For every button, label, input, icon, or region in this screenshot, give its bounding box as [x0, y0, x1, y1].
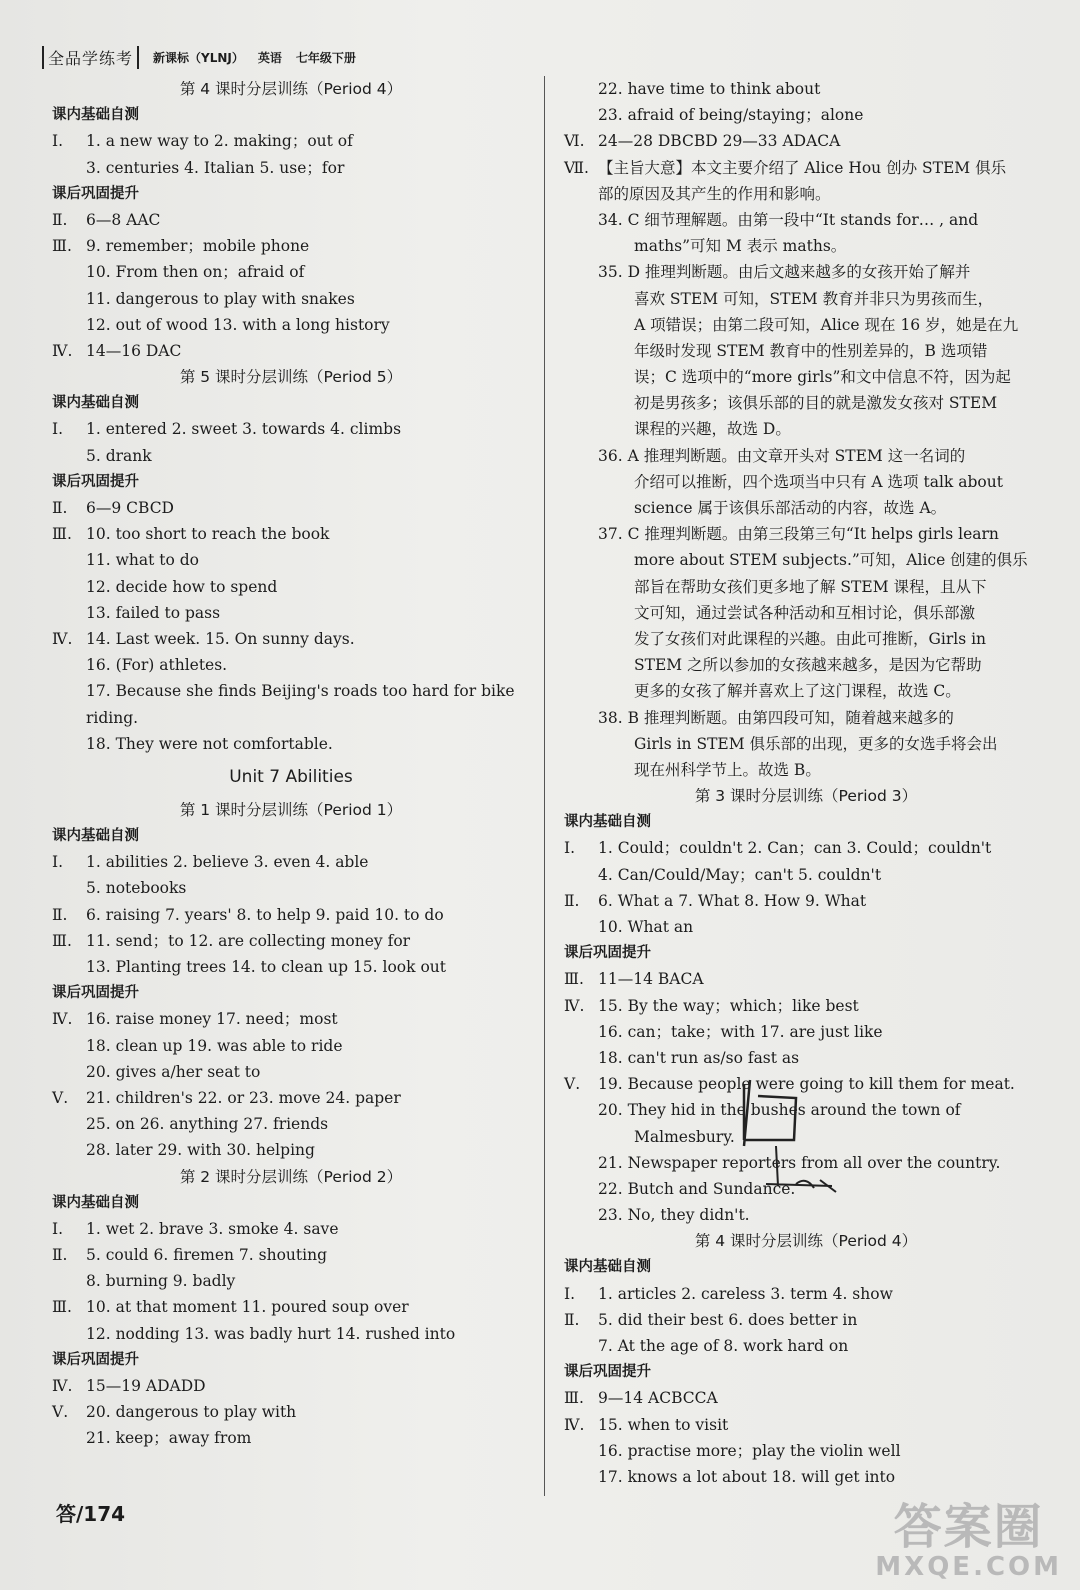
- watermark-main: 答案圈: [893, 1499, 1044, 1555]
- roman-numeral: Ⅱ.: [52, 1246, 68, 1265]
- roman-numeral: Ⅳ.: [52, 629, 73, 648]
- answer-group-line: [52, 233, 530, 259]
- roman-numeral: Ⅲ.: [564, 970, 584, 989]
- answer-text: 1. articles 2. careless 3. term 4. show: [598, 1284, 893, 1303]
- roman-numeral: Ⅳ.: [564, 996, 585, 1015]
- answer-line: 34. C 细节理解题。由第一段中“It stands for… , and: [598, 210, 979, 229]
- explanation-line: science 属于该俱乐部活动的内容，故选 A。: [634, 499, 947, 517]
- page-number: 答/174: [56, 1502, 126, 1526]
- answer-line: 16. can；take；with 17. are just like: [598, 1022, 883, 1041]
- explanation-line: 文可知，通过尝试各种活动和互相讨论，俱乐部激: [634, 603, 976, 622]
- roman-numeral: Ⅱ.: [564, 891, 580, 910]
- explanation-line: 喜欢 STEM 可知，STEM 教育并非只为男孩而生，: [634, 289, 994, 308]
- answer-group-line: [564, 128, 1048, 154]
- answer-group-line: [52, 849, 530, 875]
- roman-numeral: Ⅱ.: [52, 499, 68, 517]
- answer-line: 12. nodding 13. was badly hurt 14. rushed into: [86, 1324, 456, 1343]
- answer-group-line: [52, 928, 530, 954]
- roman-numeral: Ⅲ.: [52, 1298, 72, 1317]
- roman-numeral: Ⅴ.: [564, 1075, 581, 1094]
- answer-line: 18. They were not comfortable.: [86, 734, 333, 753]
- answer-line: 16. practise more；play the violin well: [598, 1441, 901, 1460]
- answer-line: 12. out of wood 13. with a long history: [86, 315, 390, 334]
- answer-group-line: [52, 1085, 530, 1111]
- answer-group-line: [52, 1242, 530, 1268]
- explanation-line: Girls in STEM 俱乐部的出现，更多的女选手将会出: [634, 734, 998, 753]
- period-title: 第 2 课时分层训练（Period 2）: [179, 1167, 403, 1186]
- answer-line: 17. Because she finds Beijing's roads too hard for bike: [86, 682, 515, 701]
- section-heading: 课后巩固提升: [52, 473, 139, 490]
- answer-group-line: [564, 1412, 1048, 1438]
- roman-numeral: Ⅰ.: [52, 420, 64, 439]
- unit-title: Unit 7 Abilities: [229, 766, 353, 787]
- section-heading: 课内基础自测: [564, 814, 651, 831]
- answer-line: 21. Newspaper reporters from all over the country.: [598, 1153, 1001, 1172]
- explanation-line: 误；C 选项中的“more girls”和文中信息不符，因为起: [634, 368, 1011, 387]
- answer-line: 5. notebooks: [86, 879, 187, 898]
- answer-line: 13. failed to pass: [86, 603, 221, 622]
- answer-line: 20. gives a/her seat to: [86, 1062, 261, 1081]
- roman-numeral: Ⅳ.: [52, 1010, 73, 1029]
- answer-line: 25. on 26. anything 27. friends: [86, 1115, 329, 1134]
- answer-line: 36. A 推理判断题。由文章开头对 STEM 这一名词的: [598, 446, 966, 465]
- answer-line: 5. drank: [86, 446, 152, 465]
- explanation-line: 介绍可以推断，四个选项当中只有 A 选项 talk about: [634, 472, 1003, 491]
- explanation-line: 课程的兴趣，故选 D。: [634, 420, 791, 439]
- answer-group-line: [52, 1006, 530, 1032]
- answer-text: 1. abilities 2. believe 3. even 4. able: [86, 853, 369, 872]
- roman-numeral: Ⅴ.: [52, 1088, 69, 1107]
- subject-label: 英语: [257, 50, 282, 65]
- explanation-line: 年级时发现 STEM 教育中的性别差异的，B 选项错: [634, 341, 988, 360]
- answer-text: 1. a new way to 2. making；out of: [86, 132, 353, 151]
- answer-line: 18. clean up 19. was able to ride: [86, 1036, 343, 1055]
- roman-numeral: Ⅳ.: [52, 341, 73, 360]
- left-column: [52, 76, 530, 1452]
- section-heading: 课内基础自测: [52, 828, 139, 845]
- answer-line: 22. have time to think about: [598, 80, 821, 98]
- answer-group-line: [52, 207, 530, 233]
- explanation-line: STEM 之所以参加的女孩越来越多，是因为它帮助: [634, 656, 982, 675]
- answer-text: 14—16 DAC: [86, 341, 182, 360]
- answer-line: 16. (For) athletes.: [86, 656, 228, 675]
- answer-line: 3. centuries 4. Italian 5. use；for: [86, 158, 345, 177]
- answer-group-line: [564, 966, 1048, 992]
- answer-text: 11—14 BACA: [598, 970, 704, 989]
- roman-numeral: Ⅰ.: [52, 853, 64, 872]
- answer-text: 5. could 6. firemen 7. shouting: [86, 1246, 327, 1265]
- answer-line: 18. can't run as/so fast as: [598, 1048, 800, 1067]
- page-header: [42, 44, 370, 70]
- answer-text: 9—14 ACBCCA: [598, 1389, 718, 1408]
- explanation-line: 发了女孩们对此课程的兴趣。由此可推断，Girls in: [634, 629, 987, 648]
- answer-line: 23. No, they didn't.: [598, 1206, 750, 1225]
- roman-numeral: Ⅳ.: [52, 1377, 73, 1395]
- roman-numeral: Ⅶ.: [564, 158, 589, 177]
- answer-group-line: [564, 155, 1048, 181]
- section-heading: 课后巩固提升: [52, 985, 139, 1002]
- roman-numeral: Ⅲ.: [52, 237, 72, 256]
- period-title: 第 3 课时分层训练（Period 3）: [694, 787, 918, 806]
- answer-line: 10. What an: [598, 918, 694, 936]
- explanation-line: 部旨在帮助女孩们更多地了解 STEM 课程，且从下: [634, 577, 987, 596]
- section-heading: 课内基础自测: [564, 1259, 651, 1276]
- answer-line: 部的原因及其产生的作用和影响。: [598, 184, 831, 203]
- period-title: 第 4 课时分层训练（Period 4）: [179, 80, 403, 98]
- brand-label: 全品学练考: [42, 46, 139, 69]
- explanation-line: A 项错误；由第二段可知，Alice 现在 16 岁，她是在九: [634, 315, 1019, 334]
- handwritten-scribble: [736, 1076, 846, 1206]
- answer-text: 14. Last week. 15. On sunny days.: [86, 629, 355, 648]
- answer-group-line: [52, 902, 530, 928]
- section-heading: 课后巩固提升: [52, 185, 139, 202]
- answer-text: 6. What a 7. What 8. How 9. What: [598, 891, 867, 910]
- answer-line: 35. D 推理判断题。由后文越来越多的女孩开始了解并: [598, 263, 971, 282]
- answer-line: 17. knows a lot about 18. will get into: [598, 1467, 896, 1486]
- answer-text: 【主旨大意】本文主要介绍了 Alice Hou 创办 STEM 俱乐: [598, 158, 1007, 177]
- answer-text: 1. Could；couldn't 2. Can；can 3. Could；couldn't: [598, 839, 992, 858]
- answer-text: 10. too short to reach the book: [86, 525, 330, 544]
- answer-text: 6. raising 7. years' 8. to help 9. paid 10. to do: [86, 905, 444, 924]
- explanation-line: 现在州科学节上。故选 B。: [634, 760, 821, 779]
- roman-numeral: Ⅰ.: [52, 132, 64, 151]
- roman-numeral: Ⅳ.: [564, 1415, 585, 1434]
- answer-line: 20. They hid in the bushes around the town of: [598, 1101, 961, 1120]
- answer-line: 12. decide how to spend: [86, 577, 278, 596]
- site-watermark: [875, 1499, 1062, 1582]
- answer-group-line: [52, 416, 530, 442]
- roman-numeral: Ⅰ.: [564, 839, 576, 858]
- section-heading: 课后巩固提升: [564, 945, 651, 962]
- explanation-line: 初是男孩多；该俱乐部的目的就是激发女孩对 STEM: [634, 394, 998, 413]
- answer-group-line: [564, 1307, 1048, 1333]
- roman-numeral: Ⅲ.: [564, 1389, 584, 1408]
- answer-group-line: [52, 626, 530, 652]
- roman-numeral: Ⅱ.: [52, 210, 68, 229]
- grade-label: 七年级下册: [295, 50, 356, 65]
- answer-group-line: [564, 835, 1048, 861]
- answer-line: 11. what to do: [86, 551, 199, 570]
- explanation-line: maths”可知 M 表示 maths。: [634, 237, 847, 256]
- answer-text: 11. send；to 12. are collecting money for: [86, 931, 411, 950]
- edition-label: 新课标（YLNJ）: [153, 50, 244, 65]
- roman-numeral: Ⅱ.: [52, 905, 68, 924]
- section-heading: 课内基础自测: [52, 107, 139, 124]
- answer-line: 11. dangerous to play with snakes: [86, 289, 355, 308]
- answer-text: 15. when to visit: [598, 1415, 729, 1434]
- answer-text: 1. wet 2. brave 3. smoke 4. save: [86, 1219, 339, 1238]
- roman-numeral: Ⅵ.: [564, 132, 585, 151]
- roman-numeral: Ⅱ.: [564, 1310, 580, 1329]
- right-column: [564, 76, 1048, 1490]
- section-heading: 课内基础自测: [52, 1194, 139, 1211]
- answer-line: 13. Planting trees 14. to clean up 15. look out: [86, 958, 446, 976]
- period-title: 第 1 课时分层训练（Period 1）: [179, 800, 403, 819]
- answer-text: 1. entered 2. sweet 3. towards 4. climbs: [86, 420, 402, 439]
- explanation-line: more about STEM subjects.”可知，Alice 创建的俱乐: [634, 551, 1028, 570]
- answer-text: 21. children's 22. or 23. move 24. paper: [86, 1088, 401, 1107]
- answer-line: 4. Can/Could/May；can't 5. couldn't: [598, 865, 882, 884]
- answer-group-line: [564, 993, 1048, 1019]
- answer-line: 10. From then on；afraid of: [86, 263, 305, 282]
- explanation-line: Malmesbury.: [634, 1127, 735, 1146]
- answer-text: 15—19 ADADD: [86, 1377, 206, 1395]
- answer-line: 28. later 29. with 30. helping: [86, 1141, 315, 1160]
- answer-text: 10. at that moment 11. poured soup over: [86, 1298, 409, 1317]
- answer-group-line: [564, 1281, 1048, 1307]
- answer-group-line: [52, 128, 530, 154]
- roman-numeral: Ⅰ.: [52, 1219, 64, 1238]
- answer-text: 24—28 DBCBD 29—33 ADACA: [598, 132, 841, 151]
- answer-group-line: [52, 1399, 530, 1425]
- answer-text: 6—8 AAC: [86, 210, 161, 229]
- section-heading: 课内基础自测: [52, 395, 139, 412]
- column-divider: [544, 76, 545, 1496]
- answer-text: 6—9 CBCD: [86, 499, 174, 517]
- answer-group-line: [52, 1294, 530, 1320]
- answer-group-line: [564, 1385, 1048, 1411]
- roman-numeral: Ⅰ.: [564, 1284, 576, 1303]
- period-title: 第 5 课时分层训练（Period 5）: [179, 368, 403, 387]
- roman-numeral: Ⅲ.: [52, 931, 72, 950]
- answer-text: 15. By the way；which；like best: [598, 996, 859, 1015]
- answer-text: 9. remember；mobile phone: [86, 237, 310, 256]
- answer-group-line: [52, 521, 530, 547]
- answer-text: 16. raise money 17. need；most: [86, 1010, 338, 1029]
- answer-line: 37. C 推理判断题。由第三段第三句“It helps girls learn: [598, 525, 999, 544]
- answer-text: 5. did their best 6. does better in: [598, 1310, 858, 1329]
- answer-line: 8. burning 9. badly: [86, 1272, 236, 1291]
- answer-line: 7. At the age of 8. work hard on: [598, 1337, 849, 1355]
- answer-group-line: [52, 495, 530, 521]
- answer-line: riding.: [86, 708, 139, 727]
- answer-line: 38. B 推理判断题。由第四段可知，随着越来越多的: [598, 708, 954, 727]
- answer-group-line: [564, 888, 1048, 914]
- section-heading: 课后巩固提升: [564, 1364, 651, 1381]
- section-heading: 课后巩固提升: [52, 1351, 139, 1368]
- answer-line: 21. keep；away from: [86, 1429, 252, 1448]
- answer-line: 23. afraid of being/staying；alone: [598, 106, 864, 125]
- roman-numeral: Ⅲ.: [52, 525, 72, 544]
- answer-group-line: [52, 1216, 530, 1242]
- answer-line: 22. Butch and Sundance.: [598, 1179, 796, 1198]
- answer-text: 19. Because people were going to kill them for meat.: [598, 1075, 1015, 1094]
- answer-group-line: [52, 338, 530, 364]
- answer-group-line: [52, 1373, 530, 1399]
- period-title: 第 4 课时分层训练（Period 4）: [694, 1232, 918, 1251]
- answer-text: 20. dangerous to play with: [86, 1403, 297, 1422]
- watermark-url: MXQE.COM: [875, 1552, 1062, 1582]
- explanation-line: 更多的女孩了解并喜欢上了这门课程，故选 C。: [634, 682, 961, 701]
- roman-numeral: Ⅴ.: [52, 1403, 69, 1422]
